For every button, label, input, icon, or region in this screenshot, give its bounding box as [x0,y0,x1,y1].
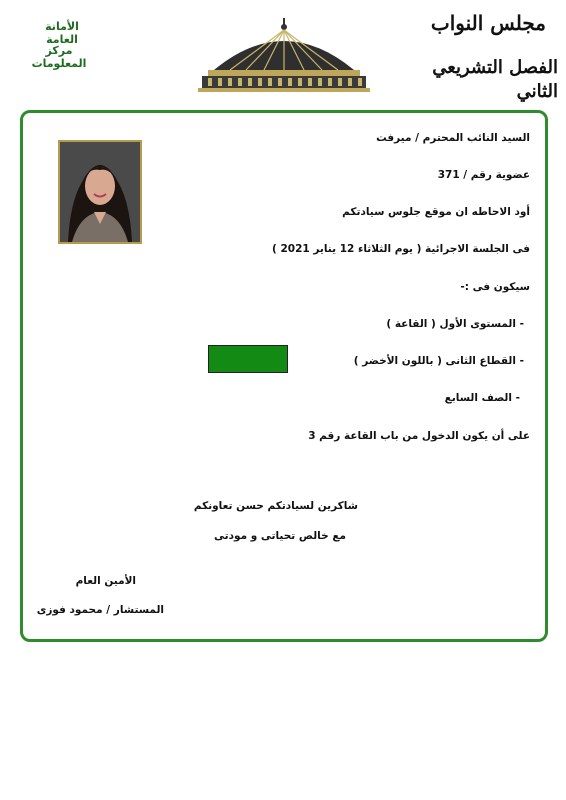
signatory-name: المستشار / محمود فوزى [36,604,164,616]
level-line: - المستوى الأول ( القاعة ) [386,318,524,330]
location-heading-line: سيكون فى :- [460,281,530,293]
regards-line: مع خالص تحياتى و مودتى [214,530,346,542]
membership-number-line: عضوية رقم / 371 [437,169,530,181]
sector-color-swatch [208,345,288,373]
intro-line: أود الاحاطه ان موقع جلوس سيادتكم [342,206,530,218]
parliament-name-calligraphy: مجلس النواب [430,11,546,35]
legislative-term-calligraphy: الفصل التشريعي الثاني [432,57,558,102]
information-center-label: مركز المعلومات [31,44,87,70]
thanks-line: شاكرين لسيادتكم حسن تعاونكم [193,500,358,512]
session-date-line: فى الجلسة الاجرائية ( يوم الثلاثاء 12 يناير 2021 ) [272,243,530,255]
general-secretariat-label: الأمانة العامة [45,20,79,46]
entrance-door-line: على أن يكون الدخول من باب القاعة رقم 3 [308,430,530,442]
row-line: - الصف السابع [444,392,520,404]
member-photo [58,140,142,244]
signatory-title: الأمين العام [75,575,136,587]
parliament-dome-logo [194,18,374,92]
sector-line: - القطاع الثانى ( باللون الأخضر ) [353,355,524,367]
salutation-line: السيد النائب المحترم / ميرفت [376,132,530,144]
